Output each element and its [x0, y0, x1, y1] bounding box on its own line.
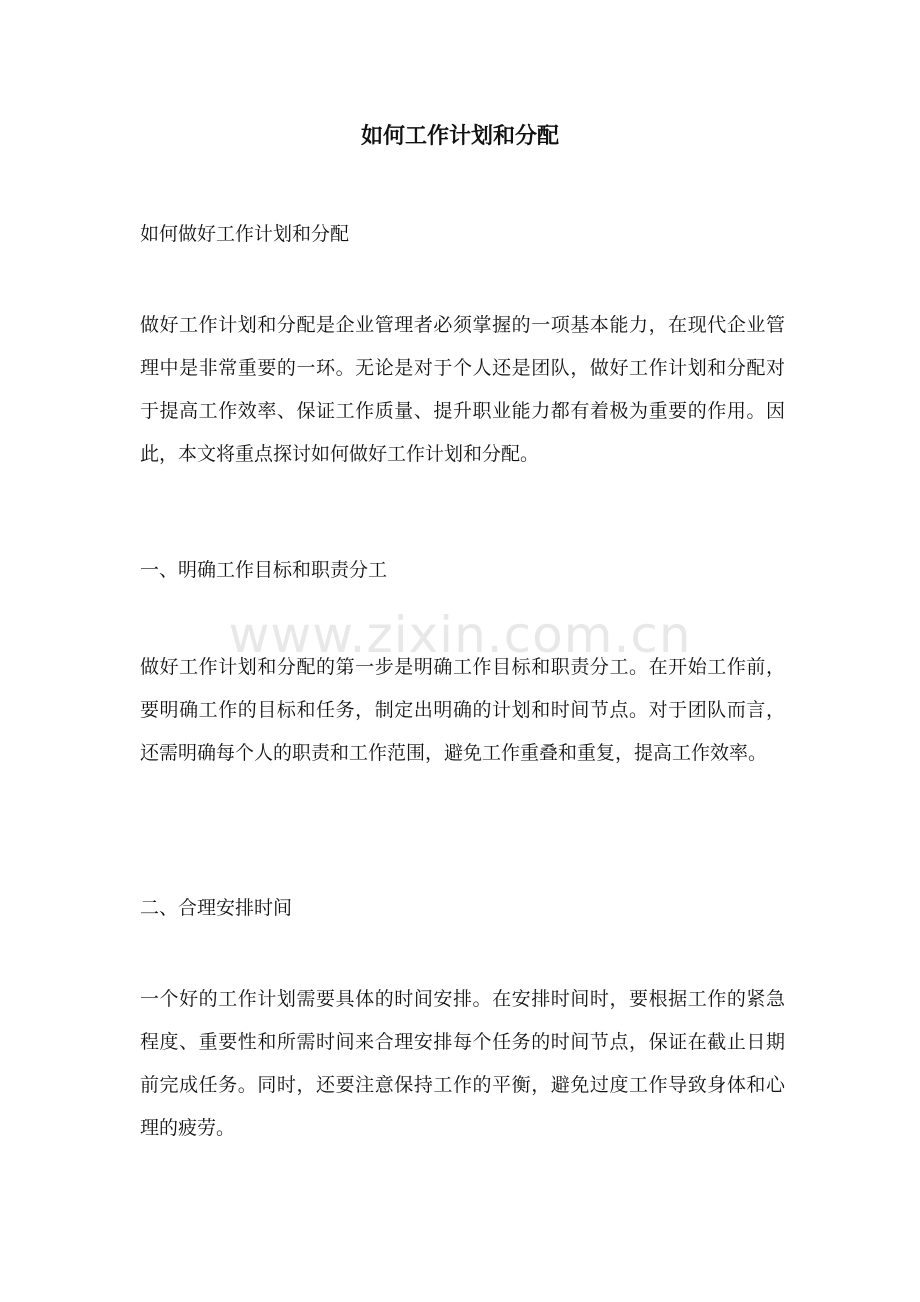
document-title: 如何工作计划和分配: [360, 123, 559, 149]
paragraph-time: 一个好的工作计划需要具体的时间安排。在安排时间时，要根据工作的紧急程度、重要性和所需时间来合理安排每个任务的时间节点，保证在截止日期前完成任务。同时，还要注意保持工作的平衡，避免过度工作导致身体和心理的疲劳。: [140, 988, 785, 1139]
section-heading-time: 二、合理安排时间: [140, 897, 293, 919]
paragraph-goals: 做好工作计划和分配的第一步是明确工作目标和职责分工。在开始工作前，要明确工作的目标和任务，制定出明确的计划和时间节点。对于团队而言，还需明确每个人的职责和工作范围，避免工作重叠和重复，提高工作效率。: [140, 656, 785, 764]
section-heading-goals: 一、明确工作目标和职责分工: [140, 559, 388, 581]
watermark-text: www.zixin.com.cn: [228, 606, 692, 664]
document-subtitle: 如何做好工作计划和分配: [140, 223, 350, 245]
paragraph-intro: 做好工作计划和分配是企业管理者必须掌握的一项基本能力，在现代企业管理中是非常重要的一环。无论是对于个人还是团队，做好工作计划和分配对于提高工作效率、保证工作质量、提升职业能力都有着极为重要的作用。因此，本文将重点探讨如何做好工作计划和分配。: [140, 314, 785, 465]
